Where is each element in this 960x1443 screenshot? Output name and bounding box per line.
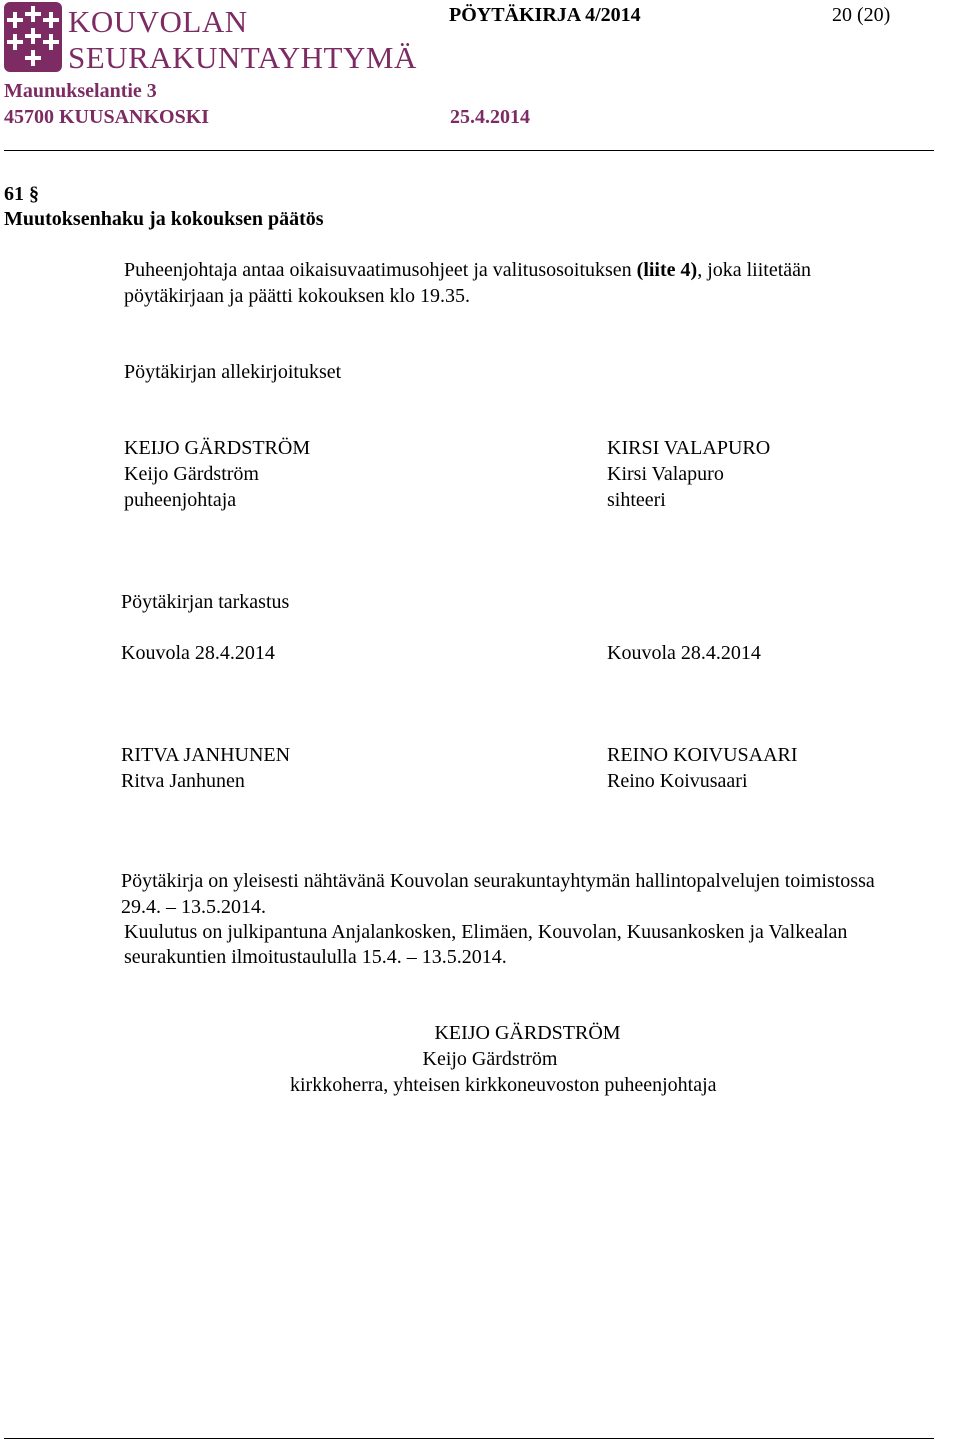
- reviewer-right-name: Reino Koivusaari: [607, 770, 748, 792]
- logo-text-line1: KOUVOLAN: [68, 4, 248, 39]
- decision-paragraph-line1: [124, 259, 811, 282]
- attachment-reference: (liite 4): [636, 259, 698, 281]
- page-number: 20 (20): [832, 4, 891, 26]
- reviewer-right-caps: REINO KOIVUSAARI: [607, 744, 798, 766]
- signer-right-caps: KIRSI VALAPURO: [607, 437, 771, 459]
- signatures-heading: Pöytäkirjan allekirjoitukset: [124, 361, 342, 383]
- section-number-value: 61: [4, 183, 24, 205]
- section-symbol: §: [29, 183, 39, 205]
- decision-paragraph-line2: pöytäkirjaan ja päätti kokouksen klo 19.35.: [124, 285, 471, 307]
- notice-line4: seurakuntien ilmoitustaululla 15.4. – 13.5.2014.: [124, 946, 507, 968]
- signer-left-role: puheenjohtaja: [124, 489, 237, 511]
- final-signer-name: Keijo Gärdström: [422, 1048, 558, 1070]
- signer-left-name: Keijo Gärdström: [124, 463, 259, 485]
- section-number: [4, 183, 39, 206]
- signer-right-name: Kirsi Valapuro: [607, 463, 724, 485]
- decision-text-after: , joka liitetään: [697, 259, 812, 281]
- final-signer-role: kirkkoherra, yhteisen kirkkoneuvoston puheenjohtaja: [290, 1074, 717, 1096]
- header-divider: [4, 150, 934, 151]
- logo-text-line2: SEURAKUNTAYHTYMÄ: [68, 40, 417, 75]
- reviewer-left-caps: RITVA JANHUNEN: [121, 744, 291, 766]
- logo: [4, 2, 424, 78]
- notice-line2: 29.4. – 13.5.2014.: [121, 896, 266, 918]
- signer-left-caps: KEIJO GÄRDSTRÖM: [124, 437, 311, 459]
- address-city: 45700 KUUSANKOSKI: [4, 106, 210, 128]
- reviewer-left-name: Ritva Janhunen: [121, 770, 245, 792]
- header-date: 25.4.2014: [450, 106, 530, 128]
- notice-line3: Kuulutus on julkipantuna Anjalankosken, Elimäen, Kouvolan, Kuusankosken ja Valkealan: [124, 921, 848, 943]
- section-title: Muutoksenhaku ja kokouksen päätös: [4, 208, 324, 230]
- review-right-place-date: Kouvola 28.4.2014: [607, 642, 761, 664]
- final-signer-caps: KEIJO GÄRDSTRÖM: [434, 1022, 621, 1044]
- footer-divider: [4, 1438, 934, 1439]
- signer-right-role: sihteeri: [607, 489, 666, 511]
- review-heading: Pöytäkirjan tarkastus: [121, 591, 290, 613]
- document-title: PÖYTÄKIRJA 4/2014: [449, 4, 641, 26]
- cross-logo-icon: [4, 2, 62, 72]
- address-street: Maunukselantie 3: [4, 80, 157, 102]
- review-left-place-date: Kouvola 28.4.2014: [121, 642, 275, 664]
- decision-text-before: Puheenjohtaja antaa oikaisuvaatimusohjeet ja valitusosoituksen: [124, 259, 637, 281]
- notice-line1: Pöytäkirja on yleisesti nähtävänä Kouvolan seurakuntayhtymän hallintopalvelujen toimistossa: [121, 870, 875, 892]
